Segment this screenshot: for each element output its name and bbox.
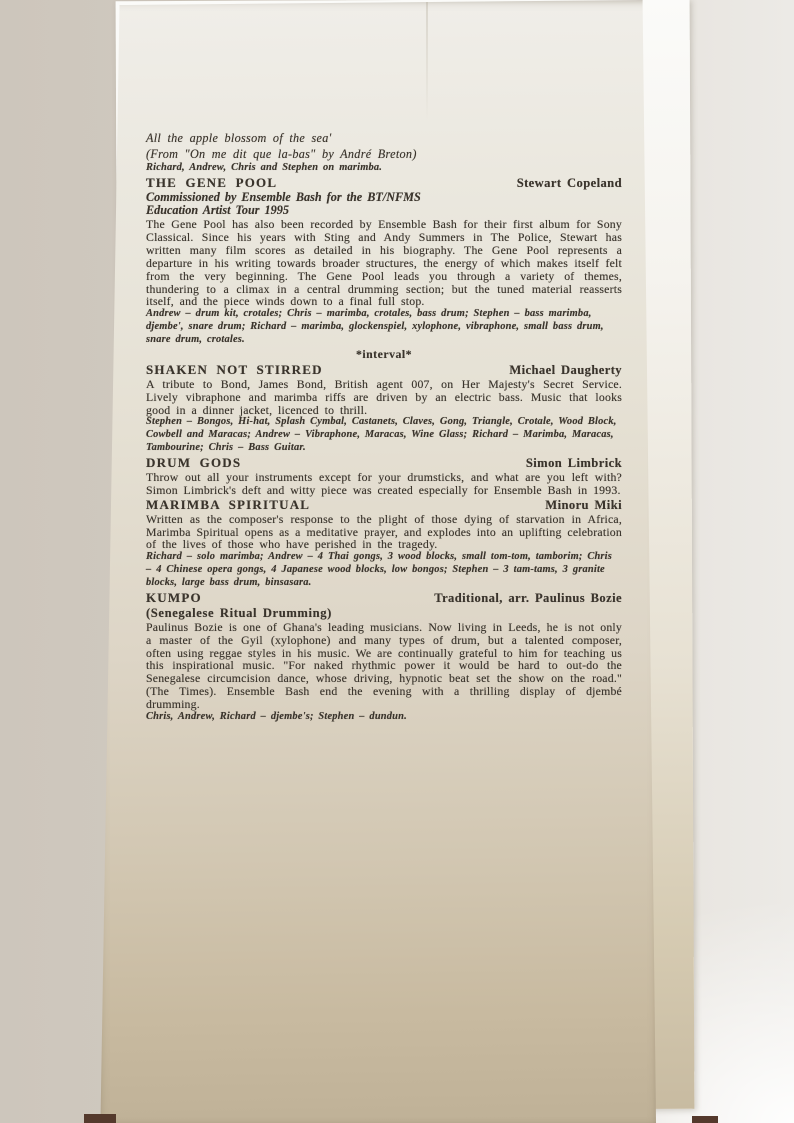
piece-subtitle-line-1: Commissioned by Ensemble Bash for the BT/NFMS <box>146 189 421 204</box>
composer-name: Michael Daugherty <box>509 362 622 377</box>
interval-label: *interval* <box>355 346 413 361</box>
composer-name: Traditional, arr. Paulinus Bozie <box>434 590 622 605</box>
piece-title: DRUM GODS <box>146 454 242 470</box>
piece-title: THE GENE POOL <box>146 174 278 190</box>
composer-name: Simon Limbrick <box>525 455 622 470</box>
piece-description: Throw out all your instruments except for your drumsticks, and what are you left with? Simon Limbrick's deft and witty piece was created especially for Ensemble Bash in 1993. <box>146 469 622 497</box>
quote-line-1: All the apple blossom of the sea' <box>146 131 332 145</box>
piece-section-drum-gods <box>146 455 622 471</box>
piece-title: MARIMBA SPIRITUAL <box>146 496 311 512</box>
instrumentation-note: Chris, Andrew, Richard – djembe's; Stephen – dundun. <box>146 711 407 723</box>
title-row <box>146 362 622 378</box>
piece-title: KUMPO <box>146 589 202 605</box>
title-row <box>146 455 622 471</box>
piece-subtitle: (Senegalese Ritual Drumming) <box>146 605 332 620</box>
title-row <box>146 175 622 191</box>
piece-subtitle-line-2: Education Artist Tour 1995 <box>146 203 289 218</box>
piece-description: Written as the composer's response to the plight of those dying of starvation in Africa, Marimba Spiritual opens as a meditative prayer, and explodes into an uplifting celebration of the lives of those who have perished in the tragedy. <box>146 511 622 552</box>
piece-section-marimba-spiritual <box>146 497 622 513</box>
piece-section-kumpo <box>146 590 622 621</box>
instrumentation-note: Andrew – drum kit, crotales; Chris – marimba, crotales, bass drum; Stephen – bass marimba, djembe', snare drum; Richard – marimba, glockenspiel, xylophone, vibraphone, small bass drum, snare drum, crotales. <box>146 308 604 345</box>
composer-name: Stewart Copeland <box>516 175 622 190</box>
title-row <box>146 590 622 606</box>
table-edge <box>692 1116 718 1123</box>
piece-description: The Gene Pool has also been recorded by Ensemble Bash for their first album for Sony Classical. Since his years with Sting and Andy Summers in The Police, Stewart has written many film scores as detailed in his biography. The Gene Pool represents a departure in his writing towards broader structures, the energy of which makes itself felt from the very beginning. The Gene Pool leads you through a variety of themes, thundering to a climax in a central drumming section; but the tuned material reasserts itself, and the piece winds down to a final full stop. <box>146 216 622 309</box>
quote-line-2: (From "On me dit que la-bas" by André Breton) <box>146 147 417 161</box>
table-edge <box>84 1114 116 1123</box>
piece-section-the-gene-pool <box>146 175 622 218</box>
performers-note: Richard, Andrew, Chris and Stephen on marimba. <box>146 162 383 173</box>
title-row <box>146 497 622 513</box>
piece-description: A tribute to Bond, James Bond, British agent 007, on Her Majesty's Secret Service. Lively vibraphone and marimba riffs are driven by an electric bass. Music that looks good in a dinner jacket, licenced to thrill. <box>146 376 622 417</box>
piece-title: SHAKEN NOT STIRRED <box>146 361 323 377</box>
instrumentation-note: Stephen – Bongos, Hi-hat, Splash Cymbal, Castanets, Claves, Gong, Triangle, Crotale, Wood Block, Cowbell and Maracas; Andrew – Vibraphone, Maracas, Wine Glass; Richard – Marimba, Maracas, Tambourine; Chris – Bass Guitar. <box>146 416 617 454</box>
instrumentation-note: Richard – solo marimba; Andrew – 4 Thai gongs, 3 wood blocks, small tom-tom, tamborim; Chris – 4 Chinese opera gongs, 4 Japanese wood blocks, low bongos; Stephen – 3 tam-tams, 3 granite blocks, large bass drum, binsasara. <box>146 551 613 588</box>
program-text-column <box>146 0 622 724</box>
piece-description: Paulinus Bozie is one of Ghana's leading musicians. Now living in Leeds, he is not only a master of the Gyil (xylophone) and many types of drum, but a talented composer, often using reggae styles in his music. We are continually grateful to him for teaching us this inspirational music. "For naked rhythmic power it would be hard to out-do the Senegalese circumcision dance, whose driving, hypnotic beat set the show on the road." (The Times). Ensemble Bash end the evening with a thrilling display of djembé drumming. <box>146 619 622 712</box>
composer-name: Minoru Miki <box>545 497 622 512</box>
piece-section-shaken-not-stirred <box>146 362 622 378</box>
